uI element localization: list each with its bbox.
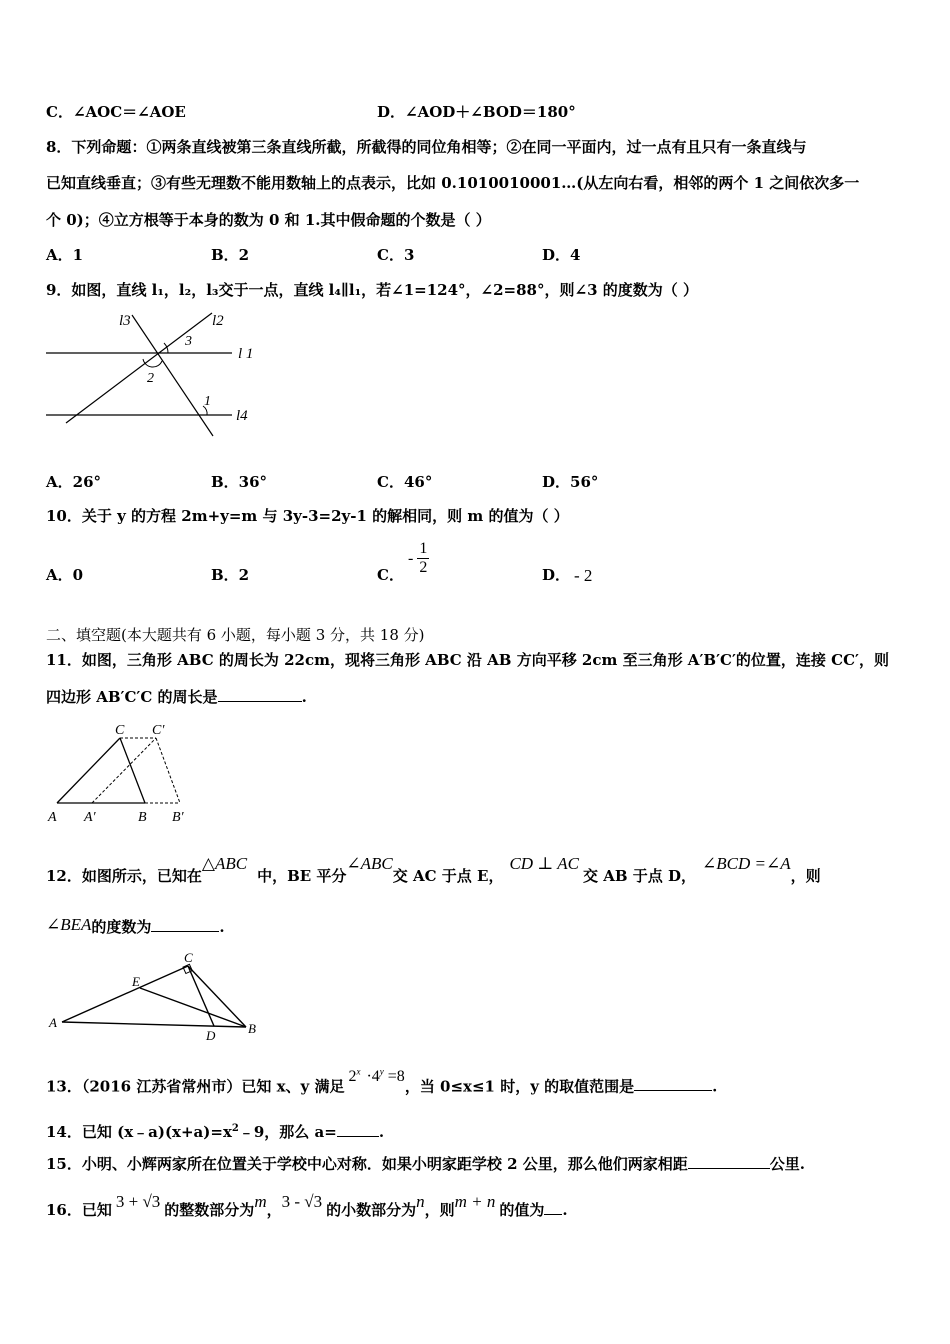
label-b: B [138,810,147,825]
q12-math-triangle: △ABC [201,854,248,873]
line-l2 [66,313,212,423]
q16-line: 16．已知 3 + √3 的整数部分为m，3 - √3 的小数部分为n，则m + n 的值为 . [46,1192,568,1219]
q12-answer-blank[interactable] [151,931,219,932]
label-b-prime: B′ [172,810,184,825]
label-c: C [115,723,125,738]
segment-ac [57,738,120,803]
q12-line2: ∠BEA的度数为 . [46,915,225,936]
q10-option-c-label: C． [377,566,404,584]
q7-option-d: D．∠AOD＋∠BOD＝180° [377,103,576,121]
q10-c-sign: - [408,549,414,567]
q8-option-a: A．1 [46,246,84,264]
label-angle-3: 3 [185,334,192,349]
q8-option-d: D．4 [542,246,581,264]
q8-line2: 已知直线垂直；③有些无理数不能用数轴上的点表示，比如 0.1010010001…(从左向右看，相邻的两个 1 之间依次多一 [46,174,860,192]
segment-cb [188,966,246,1027]
label-a: A [49,1015,57,1030]
q11-line2: 四边形 AB′C′C 的周长是 . [46,688,307,706]
q11-answer-blank[interactable] [218,701,302,702]
q16-math-n: n [416,1192,425,1211]
q16-math-3-plus-root3: 3 + √3 [115,1192,161,1211]
q9-option-a: A．26° [46,473,102,491]
q12-math-perpendicular: CD ⊥ AC [509,854,579,873]
q7-option-c: C．∠AOC＝∠AOE [46,103,186,121]
segment-cd [188,966,214,1026]
label-a: A [48,810,57,825]
q12-figure [44,950,264,1045]
label-b: B [248,1021,256,1036]
q12-math-angle-abc: ∠ABC [346,854,393,873]
q9-option-d: D．56° [542,473,599,491]
label-c: C [184,950,193,965]
q16-math-m-plus-n: m + n [454,1192,496,1211]
label-d: D [206,1028,216,1043]
q10-option-d-label: D． [542,566,571,584]
q8-option-b: B．2 [211,246,250,264]
q12-math-angle-bea: ∠BEA [46,915,92,934]
q10-option-a: A．0 [46,566,84,584]
label-c-prime: C′ [152,723,165,738]
q11-figure [40,718,200,830]
q9-option-c: C．46° [377,473,433,491]
q12-line1: 12．如图所示，已知在△ABC中，BE 平分∠ABC交 AC 于点 E，CD ⊥ AC交 AB 于点 D，∠BCD =∠A，则 [46,854,821,885]
q13-math-equation: $2^x \cdot 4^y =8$ [348,1067,405,1086]
label-angle-1: 1 [204,394,211,409]
q10-c-fraction: $\frac{1}{2}$ [419,540,428,576]
segment-ab [62,1022,246,1027]
q12-math-angle-bcd: ∠BCD =∠A [701,854,791,873]
label-a-prime: A′ [84,810,96,825]
section-2-heading: 二、填空题(本大题共有 6 小题，每小题 3 分，共 18 分) [46,626,425,644]
q13-line: 13．（2016 江苏省常州市）已知 x、y 满足$2^x \cdot 4^y =8$，当 0≤x≤1 时，y 的取值范围是 . [46,1067,718,1096]
q10-option-c-value [408,540,429,577]
segment-ac [62,966,188,1022]
q13-answer-blank[interactable] [634,1090,712,1091]
q14-line: 14．已知 $(x﹣a)(x+a)=x^2﹣9$，那么 a= . [46,1123,385,1141]
label-l1: l 1 [238,346,254,362]
q16-answer-blank[interactable] [544,1214,562,1215]
q11-line1: 11．如图，三角形 ABC 的周长为 22cm，现将三角形 ABC 沿 AB 方向平移 2cm 至三角形 A′B′C′的位置，连接 CC′，则 [46,651,889,669]
q8-line3: 个 0)；④立方根等于本身的数为 0 和 1.其中假命题的个数是（ ） [46,211,491,229]
label-l3: l3 [119,313,131,329]
q15-line: 15．小明、小辉两家所在位置关于学校中心对称．如果小明家距学校 2 公里，那么他们两家相距 公里. [46,1155,805,1173]
q16-math-m: m [254,1192,267,1211]
q10-option-d-value: - 2 [574,566,593,585]
q8-line1: 8．下列命题：①两条直线被第三条直线所截，所截得的同位角相等；②在同一平面内，过一点有且只有一条直线与 [46,138,807,156]
q9-figure [40,305,270,440]
line-l3 [132,315,213,436]
q16-math-3-minus-root3: 3 - √3 [281,1192,323,1211]
q15-answer-blank[interactable] [688,1168,770,1169]
segment-c-prime-b-prime [156,738,180,803]
label-angle-2: 2 [147,371,154,386]
segment-be [140,988,246,1027]
q10-option-b: B．2 [211,566,250,584]
q9-option-b: B．36° [211,473,268,491]
label-e: E [132,974,140,989]
label-l4: l4 [236,408,248,424]
label-l2: l2 [212,313,224,329]
q8-option-c: C．3 [377,246,415,264]
q14-answer-blank[interactable] [337,1136,379,1137]
q9-stem: 9．如图，直线 l₁，l₂，l₃交于一点，直线 l₄∥l₁，若∠1=124°，∠2=88°，则∠3 的度数为（ ） [46,281,698,299]
q10-stem: 10．关于 y 的方程 2m+y=m 与 3y-3=2y-1 的解相同，则 m 的值为（ ） [46,507,569,525]
